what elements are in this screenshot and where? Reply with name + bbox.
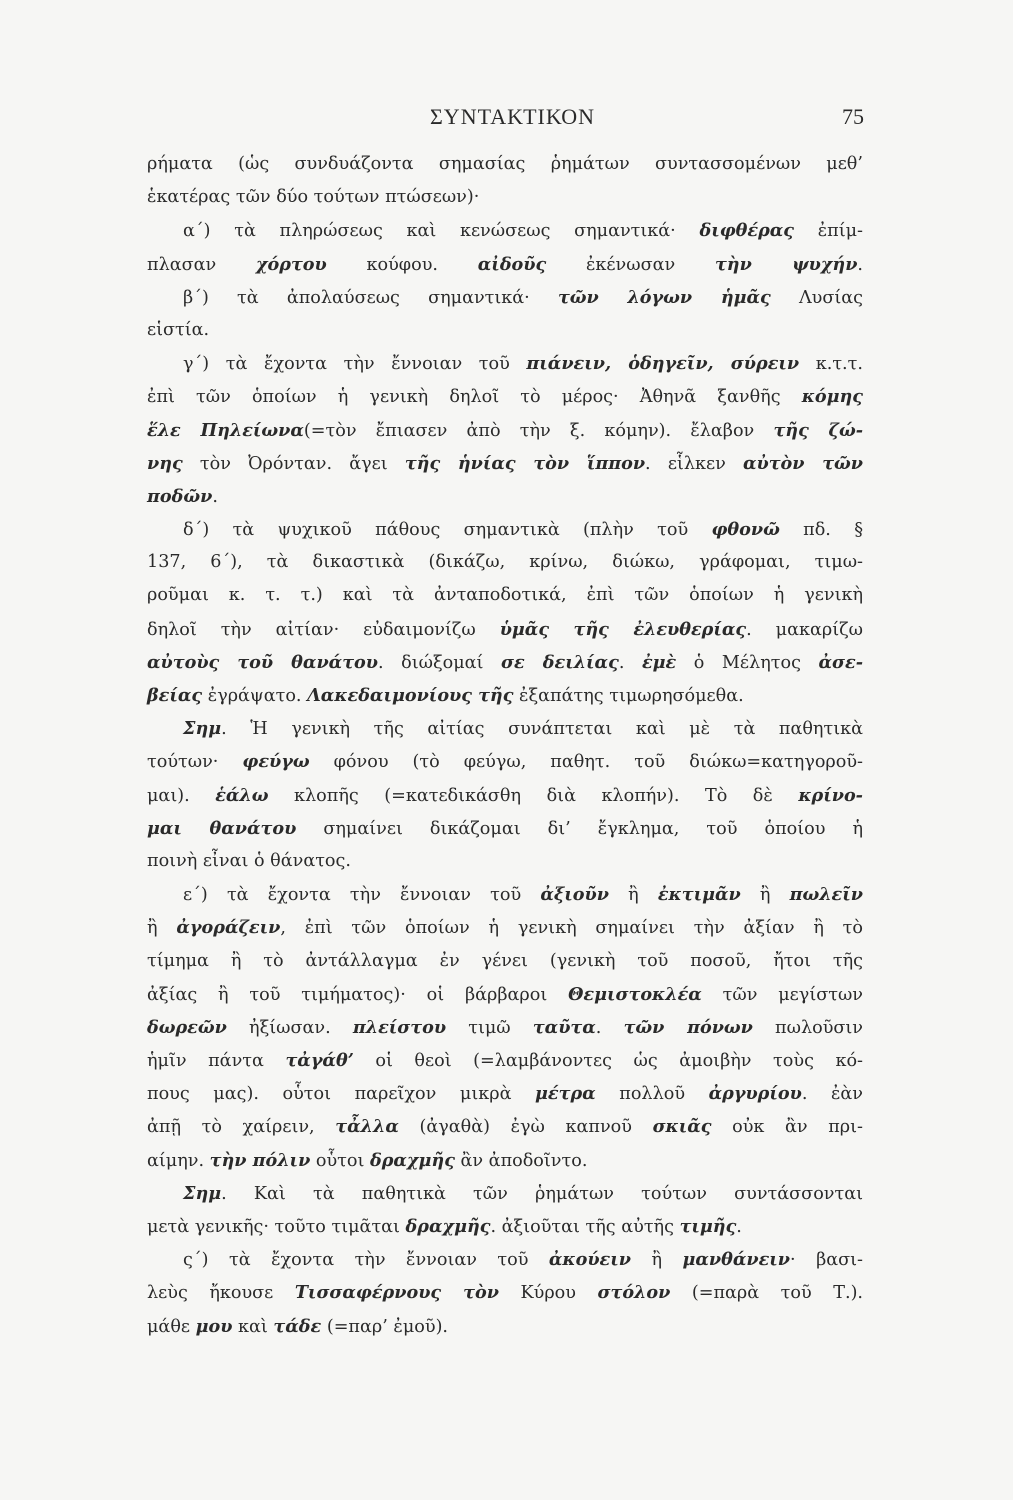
text-line	[147, 812, 863, 845]
text-line	[147, 945, 863, 978]
text-run: κ.τ.τ.	[799, 354, 863, 375]
text-run: εἱστία.	[147, 319, 210, 340]
text-run: .	[212, 486, 218, 507]
text-run: μάθε	[147, 1316, 196, 1337]
text-run: δηλοῖ τὴν αἰτίαν· εὐδαιμονίζω	[147, 619, 500, 640]
page-header	[150, 92, 864, 132]
text-run: οἱ θεοὶ (=λαμβάνοντες ὡς ἀμοιβὴν τοὺς κό-	[353, 1051, 864, 1072]
text-run: τιμῶ	[446, 1017, 533, 1038]
text-line	[147, 1110, 863, 1143]
example-italic: Σημ	[183, 1182, 222, 1204]
text-run: (=παρ’ ἐμοῦ).	[321, 1316, 449, 1337]
text-line	[147, 1144, 863, 1177]
example-italic: σκιᾶς	[652, 1116, 712, 1138]
text-line	[147, 414, 863, 447]
example-italic: ὑμᾶς τῆς ἐλευθερίας	[499, 618, 747, 640]
text-run: οὐκ ἂν πρι-	[711, 1117, 863, 1138]
text-run: ἢ	[630, 1250, 683, 1271]
text-run: ὁ Μέλητος	[676, 652, 819, 673]
text-run: . Ἡ γενικὴ τῆς αἰτίας συνάπτεται καὶ μὲ τὰ παθητικὰ	[221, 719, 863, 740]
text-run: πους μας). οὗτοι παρεῖχον μικρὰ	[147, 1084, 536, 1105]
text-run: . ἀξιοῦται τῆς αὐτῆς	[490, 1217, 680, 1237]
example-italic: ἀξιοῦν	[540, 884, 609, 906]
text-run: καὶ	[232, 1316, 274, 1337]
text-run: ς΄) τὰ ἔχοντα τὴν ἔννοιαν τοῦ	[183, 1250, 549, 1271]
example-italic: Τισσαφέρνους τὸν	[294, 1282, 499, 1304]
example-italic: τὴν ψυχήν	[714, 253, 858, 275]
example-italic: μου	[195, 1315, 233, 1337]
example-italic: τῆς ζώ-	[773, 419, 863, 441]
example-italic: τῆς ἡνίας τὸν ἵππον	[404, 452, 646, 474]
example-italic: σε δειλίας	[501, 651, 619, 673]
example-italic: ἐκτιμᾶν	[657, 884, 741, 906]
example-italic: ἀσε-	[818, 651, 863, 673]
text-run: ἐπίμ-	[794, 221, 863, 242]
text-line	[147, 347, 863, 380]
example-italic: ποδῶν	[147, 485, 213, 507]
example-italic: πιάνειν, ὁδηγεῖν, σύρειν	[526, 353, 800, 375]
text-run: ροῦμαι κ. τ. τ.) καὶ τὰ ἀνταποδοτικά, ἐπὶ τῶν ὁποίων ἡ γενικὴ	[147, 585, 863, 606]
example-italic: αὐτοὺς τοῦ θανάτου	[147, 651, 378, 673]
text-run: πδ. §	[779, 520, 863, 541]
text-run: πολλοῦ	[595, 1084, 709, 1105]
text-run: .	[595, 1017, 624, 1038]
text-run: ἀξίας ἢ τοῦ τιμήματος)· οἱ βάρβαροι	[147, 984, 569, 1005]
text-run: . Καὶ τὰ παθητικὰ τῶν ῥημάτων τούτων συντάσσονται	[221, 1183, 863, 1204]
example-italic: φθονῶ	[711, 519, 780, 541]
text-line	[147, 878, 863, 911]
text-line	[147, 712, 863, 745]
text-run: οὗτοι	[310, 1150, 370, 1171]
text-run: τούτων·	[147, 752, 243, 773]
example-italic: Λακεδαιμονίους τῆς	[307, 685, 514, 706]
text-line	[147, 1077, 863, 1110]
text-run: . ἐὰν	[801, 1084, 863, 1105]
text-line	[147, 1044, 863, 1077]
text-line	[147, 314, 863, 347]
example-italic: βείας	[147, 685, 203, 706]
example-italic: πωλεῖν	[789, 884, 863, 906]
text-line	[147, 1210, 863, 1243]
text-line	[147, 181, 863, 214]
text-run: · βασι-	[790, 1250, 863, 1271]
text-run: ἂν ἀποδοῖντο.	[454, 1150, 588, 1171]
text-run: ἀπῇ τὸ χαίρειν,	[147, 1117, 336, 1138]
text-run: πλασαν	[147, 254, 256, 275]
text-run: δ΄) τὰ ψυχικοῦ πάθους σημαντικὰ (πλὴν τοῦ	[183, 520, 712, 541]
example-italic: νης	[147, 452, 183, 474]
example-italic: αὐτὸν τῶν	[742, 452, 864, 474]
example-italic: ἑάλω	[215, 784, 269, 806]
text-run: ἐπὶ τῶν ὁποίων ἡ γενικὴ δηλοῖ τὸ μέρος· Ἀθηνᾶ ξανθῆς	[147, 387, 802, 408]
text-run: κούφου.	[326, 254, 478, 275]
text-line	[147, 546, 863, 579]
text-line	[147, 1177, 863, 1210]
text-line	[147, 248, 863, 281]
text-run: αίμην.	[147, 1150, 210, 1171]
running-head: ΣΥΝΤΑΚΤΙΚΟΝ	[430, 104, 595, 129]
example-italic: δραχμῆς	[405, 1216, 491, 1237]
example-italic: αἰδοῦς	[477, 253, 547, 275]
example-italic: ἐμὲ	[641, 651, 677, 673]
text-line	[147, 1011, 863, 1044]
text-line	[147, 978, 863, 1011]
text-line	[147, 579, 863, 612]
text-run: . μακαρίζω	[746, 619, 863, 640]
text-line	[147, 447, 863, 480]
text-run: φόνου (τὸ φεύγω, παθητ. τοῦ διώκω=κατηγοροῦ-	[309, 752, 864, 773]
text-run: (=παρὰ τοῦ Τ.).	[670, 1283, 864, 1304]
text-run: 137, 6΄), τὰ δικαστικὰ (δικάζω, κρίνω, διώκω, γράφομαι, τιμω-	[147, 552, 863, 573]
example-italic: μαι θανάτου	[147, 817, 297, 839]
example-italic: τάδε	[273, 1315, 322, 1337]
example-italic: ἀκούειν	[548, 1249, 631, 1271]
text-run: ἢ	[608, 885, 658, 906]
text-line	[147, 779, 863, 812]
text-run: α΄) τὰ πληρώσεως καὶ κενώσεως σημαντικά·	[183, 221, 700, 242]
example-italic: τὴν πόλιν	[209, 1149, 311, 1171]
example-italic: τῶν λόγων ἡμᾶς	[557, 286, 771, 308]
example-italic: τιμῆς	[679, 1216, 737, 1237]
text-run: ρήματα (ὡς συνδυάζοντα σημασίας ῥημάτων συντασσομένων μεθ’	[147, 154, 863, 174]
text-run: ἡμῖν πάντα	[147, 1051, 286, 1072]
text-run: μετὰ γενικῆς· τοῦτο τιμᾶται	[147, 1217, 406, 1237]
text-run: .	[618, 652, 642, 673]
text-run: τίμημα ἢ τὸ ἀντάλλαγμα ἐν γένει (γενικὴ τοῦ ποσοῦ, ἤτοι τῆς	[147, 950, 863, 971]
text-run: Κύρου	[498, 1283, 598, 1304]
example-italic: δωρεῶν	[147, 1016, 227, 1038]
text-run: , ἐπὶ τῶν ὁποίων ἡ γενικὴ σημαίνει τὴν ἀξίαν ἢ τὸ	[280, 918, 863, 939]
example-italic: ἕλε Πηλείωνα	[147, 419, 304, 441]
example-italic: τἆλλα	[335, 1116, 399, 1138]
text-line	[147, 613, 863, 646]
text-run: ἐξαπάτης τιμωρησόμεθα.	[513, 686, 744, 706]
text-run: ε΄) τὰ ἔχοντα τὴν ἔννοιαν τοῦ	[183, 885, 541, 906]
text-run: . εἷλκεν	[645, 453, 743, 474]
text-run: ἑκατέρας τῶν δύο τούτων πτώσεων)·	[147, 187, 480, 208]
example-italic: Σημ	[183, 718, 222, 740]
text-run: τῶν μεγίστων	[701, 984, 863, 1005]
example-italic: μέτρα	[535, 1083, 596, 1105]
example-italic: ἀργυρίου	[708, 1083, 802, 1105]
text-line	[147, 1243, 863, 1276]
example-italic: τἀγάθ’	[285, 1050, 354, 1072]
page-number: 75	[842, 104, 864, 129]
text-run: τὸν Ὀρόνταν. ἄγει	[182, 453, 405, 474]
text-line	[147, 480, 863, 513]
text-run: λεὺς ἤκουσε	[147, 1283, 295, 1304]
example-italic: ταῦτα	[532, 1016, 596, 1038]
example-italic: κρίνο-	[798, 784, 863, 806]
text-run: πωλοῦσιν	[752, 1017, 864, 1038]
text-line	[147, 646, 863, 679]
text-line	[147, 148, 863, 181]
example-italic: τῶν πόνων	[623, 1016, 753, 1038]
text-line	[147, 380, 863, 413]
example-italic: μανθάνειν	[682, 1249, 791, 1271]
text-run: μαι).	[147, 785, 216, 806]
example-italic: στόλον	[597, 1282, 671, 1304]
text-run: ἢ	[147, 918, 177, 939]
text-run: .	[736, 1217, 742, 1237]
text-run: . διώξομαί	[377, 652, 502, 673]
text-run: σημαίνει δικάζομαι δι’ ἔγκλημα, τοῦ ὁποίου ἡ	[296, 818, 864, 839]
text-run: γ΄) τὰ ἔχοντα τὴν ἔννοιαν τοῦ	[183, 354, 527, 375]
example-italic: χόρτου	[255, 253, 327, 275]
text-run: ἢ	[740, 885, 790, 906]
text-line	[147, 911, 863, 944]
text-run: (ἀγαθὰ) ἐγὼ καπνοῦ	[398, 1117, 653, 1138]
text-line	[147, 214, 863, 247]
example-italic: φεύγω	[242, 751, 310, 773]
example-italic: δραχμῆς	[369, 1149, 455, 1171]
text-line	[147, 1310, 863, 1343]
text-run: β΄) τὰ ἀπολαύσεως σημαντικά·	[183, 287, 558, 308]
text-line	[147, 745, 863, 778]
text-run: Λυσίας	[770, 287, 863, 308]
text-run: ἐκένωσαν	[546, 254, 715, 275]
text-line	[147, 281, 863, 314]
example-italic: ἀγοράζειν	[176, 917, 281, 939]
text-run: κλοπῆς (=κατεδικάσθη διὰ κλοπήν). Τὸ δὲ	[268, 785, 799, 806]
example-italic: κόμης	[801, 386, 863, 408]
text-run: .	[857, 254, 864, 275]
example-italic: πλείστου	[352, 1016, 447, 1038]
text-run: (=τὸν ἔπιασεν ἀπὸ τὴν ξ. κόμην). ἔλαβον	[303, 420, 774, 441]
text-line	[147, 679, 863, 712]
text-run: ποινὴ εἶναι ὁ θάνατος.	[147, 850, 351, 871]
example-italic: Θεμιστοκλέα	[568, 983, 702, 1005]
text-run: ἐγράψατο.	[202, 686, 308, 706]
text-run: ἠξίωσαν.	[226, 1017, 353, 1038]
example-italic: διφθέρας	[699, 220, 795, 242]
text-line	[147, 1276, 863, 1309]
text-line	[147, 513, 863, 546]
text-line	[147, 845, 863, 878]
page-body	[147, 148, 863, 1343]
